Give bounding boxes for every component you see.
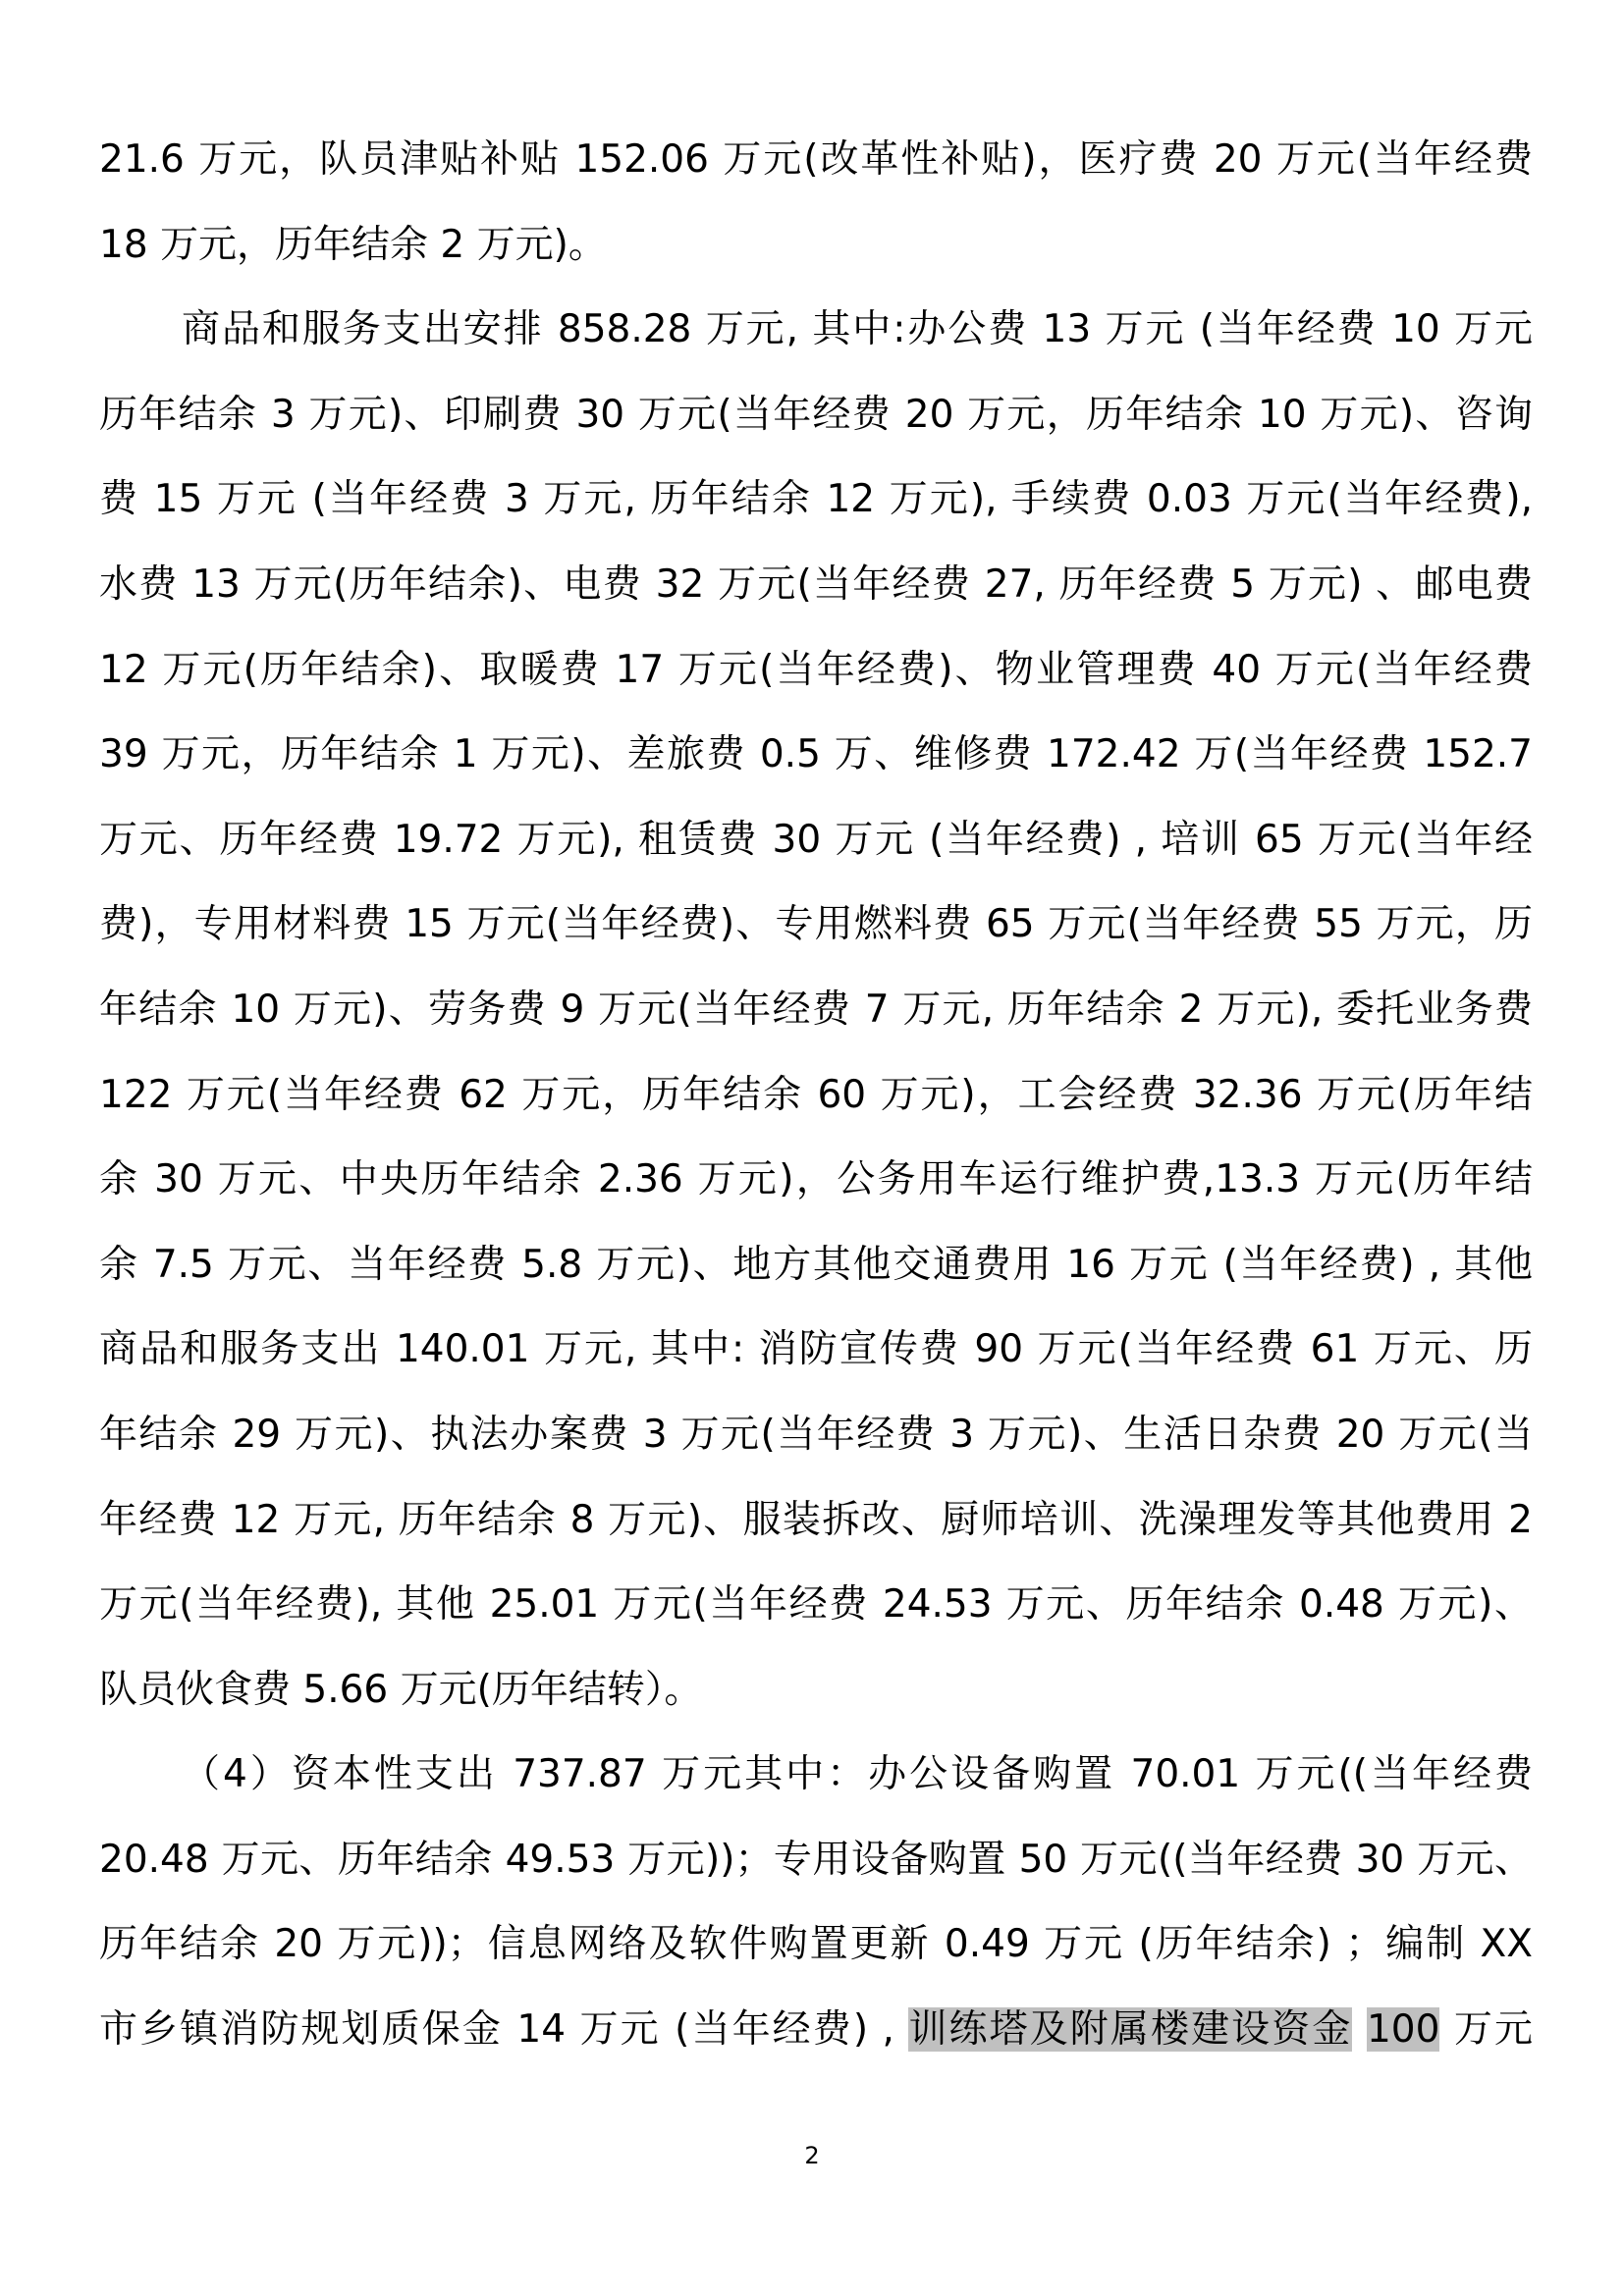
text-line-21: 20.48 万元、历年结余 49.53 万元))；专用设备购置 50 万元((当年经费 30 万元、 [99,1837,1533,1882]
text-line-11: 年结余 10 万元)、劳务费 9 万元(当年经费 7 万元, 历年结余 2 万元), 委托业务费 [99,987,1533,1032]
text-line-1: 21.6 万元，队员津贴补贴 152.06 万元(改革性补贴)，医疗费 20 万元(当年经费 [99,137,1533,182]
text-run: 万元 [1439,2007,1533,2053]
text-line-6: 水费 13 万元(历年结余)、电费 32 万元(当年经费 27, 历年经费 5 万元) 、邮电费 [99,561,1533,607]
highlighted-amount: 100 [1366,2007,1440,2053]
text-line-2: 18 万元，历年结余 2 万元)。 [99,222,607,267]
text-line-12: 122 万元(当年经费 62 万元，历年结余 60 万元)，工会经费 32.36 万元(历年结 [99,1072,1533,1117]
text-run [1352,2007,1367,2052]
text-line-16: 年结余 29 万元)、执法办案费 3 万元(当年经费 3 万元)、生活日杂费 20 万元(当 [99,1412,1533,1457]
text-line-22: 历年结余 20 万元))；信息网络及软件购置更新 0.49 万元 (历年结余) ；编制 XX [99,1922,1533,1967]
text-line-19: 队员伙食费 5.66 万元(历年结转）。 [99,1667,703,1712]
text-line-8: 39 万元，历年结余 1 万元)、差旅费 0.5 万、维修费 172.42 万(当年经费 152.7 [99,732,1533,777]
text-line-7: 12 万元(历年结余)、取暖费 17 万元(当年经费)、物业管理费 40 万元(当年经费 [99,647,1533,692]
text-line-4: 历年结余 3 万元)、印刷费 30 万元(当年经费 20 万元，历年结余 10 万元)、咨询 [99,392,1533,437]
text-line-5: 费 15 万元 (当年经费 3 万元, 历年结余 12 万元), 手续费 0.03 万元(当年经费), [99,477,1533,522]
highlighted-text: 训练塔及附属楼建设资金 [908,2007,1353,2053]
text-line-14: 余 7.5 万元、当年经费 5.8 万元)、地方其他交通费用 16 万元 (当年经费) , 其他 [99,1242,1533,1287]
text-line-15: 商品和服务支出 140.01 万元, 其中: 消防宣传费 90 万元(当年经费 61 万元、历 [99,1327,1533,1372]
text-line-23 [99,1988,1533,2073]
text-line-10: 费)，专用材料费 15 万元(当年经费)、专用燃料费 65 万元(当年经费 55 万元，历 [99,902,1533,947]
text-line-13: 余 30 万元、中央历年结余 2.36 万元)，公务用车运行维护费,13.3 万元(历年结 [99,1157,1533,1202]
paragraph-capital-expenditure-start: （4）资本性支出 737.87 万元其中：办公设备购置 70.01 万元((当年经费 [182,1752,1533,1797]
page-number: 2 [804,2142,820,2169]
text-line-9: 万元、历年经费 19.72 万元), 租赁费 30 万元 (当年经费) , 培训 65 万元(当年经 [99,817,1533,862]
text-line-17: 年经费 12 万元, 历年结余 8 万元)、服装拆改、厨师培训、洗澡理发等其他费用 2 [99,1497,1533,1542]
text-run: 市乡镇消防规划质保金 14 万元 (当年经费) , [99,2007,909,2053]
text-line-18: 万元(当年经费), 其他 25.01 万元(当年经费 24.53 万元、历年结余 0.48 万元)、 [99,1582,1533,1628]
body-text [99,118,1533,2073]
paragraph-goods-services-start: 商品和服务支出安排 858.28 万元, 其中:办公费 13 万元 (当年经费 10 万元 [182,307,1533,352]
